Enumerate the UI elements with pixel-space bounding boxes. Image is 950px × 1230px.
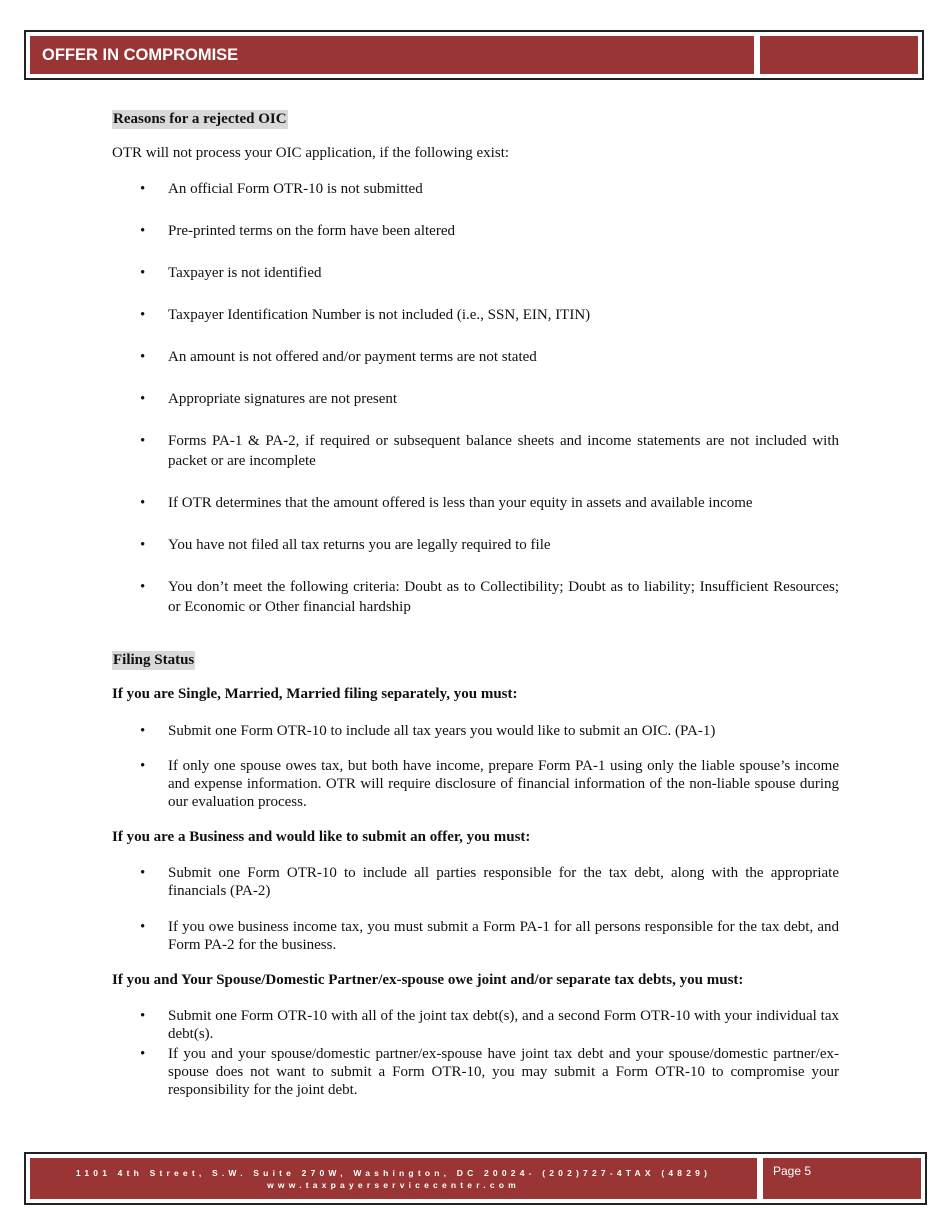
list-item: • If OTR determines that the amount offered is less than your equity in assets and available income — [112, 493, 839, 513]
page-footer — [24, 1152, 927, 1205]
list-item: • Pre-printed terms on the form have been altered — [112, 221, 839, 241]
subheading-single: If you are Single, Married, Married filing separately, you must: — [112, 686, 518, 702]
header-side-block — [760, 36, 918, 74]
footer-contact — [30, 1158, 757, 1199]
list-item: • An official Form OTR-10 is not submitted — [112, 179, 839, 199]
page-number: Page 5 — [763, 1158, 921, 1199]
business-requirements-list — [112, 864, 839, 954]
list-item: • If only one spouse owes tax, but both have income, prepare Form PA-1 using only the liable spouse’s income and expense information. OTR will require disclosure of financial information of the non-liable spouse during our evaluation process. — [112, 757, 839, 811]
section-heading-filing-status: Filing Status — [113, 652, 195, 668]
list-item: • You don’t meet the following criteria: Doubt as to Collectibility; Doubt as to liability; Insufficient Resources; or Economic or Other financial hardship — [112, 577, 839, 617]
subheading-business: If you are a Business and would like to submit an offer, you must: — [112, 829, 531, 845]
subheading-joint: If you and Your Spouse/Domestic Partner/ex-spouse owe joint and/or separate tax debts, you must: — [112, 972, 744, 988]
list-item: • Taxpayer is not identified — [112, 263, 839, 283]
list-item: • You have not filed all tax returns you are legally required to file — [112, 535, 839, 555]
list-item: • If you owe business income tax, you must submit a Form PA-1 for all persons responsible for the tax debt, and Form PA-2 for the business. — [112, 918, 839, 954]
header-title: OFFER IN COMPROMISE — [30, 36, 754, 74]
list-item: • Submit one Form OTR-10 with all of the joint tax debt(s), and a second Form OTR-10 with your individual tax debt(s). — [112, 1007, 839, 1043]
footer-address: 1101 4th Street, S.W. Suite 270W, Washington, DC 20024- (202)727-4TAX (4829) — [75, 1167, 712, 1178]
joint-requirements-list — [112, 1007, 839, 1099]
single-requirements-list — [112, 721, 839, 811]
list-item: • Appropriate signatures are not present — [112, 389, 839, 409]
footer-website: www.taxpayerservicecenter.com — [267, 1179, 520, 1190]
list-item: • Submit one Form OTR-10 to include all parties responsible for the tax debt, along with the appropriate financials (PA-2) — [112, 864, 839, 900]
list-item: • Taxpayer Identification Number is not included (i.e., SSN, EIN, ITIN) — [112, 305, 839, 325]
rejection-reasons-list — [112, 179, 839, 617]
list-item: • An amount is not offered and/or payment terms are not stated — [112, 347, 839, 367]
section-heading-rejected-oic: Reasons for a rejected OIC — [113, 111, 287, 127]
list-item: • If you and your spouse/domestic partner/ex-spouse have joint tax debt and your spouse/domestic partner/ex-spouse does not want to submit a Form OTR-10, you may submit a Form OTR-10 to compromise your responsibility for the joint debt. — [112, 1045, 839, 1099]
page-header — [24, 30, 924, 80]
list-item: • Forms PA-1 & PA-2, if required or subsequent balance sheets and income statements are not included with packet or are incomplete — [112, 431, 839, 471]
section-intro: OTR will not process your OIC application, if the following exist: — [112, 145, 510, 161]
document-body — [112, 110, 839, 1099]
list-item: • Submit one Form OTR-10 to include all tax years you would like to submit an OIC. (PA-1) — [112, 721, 839, 741]
